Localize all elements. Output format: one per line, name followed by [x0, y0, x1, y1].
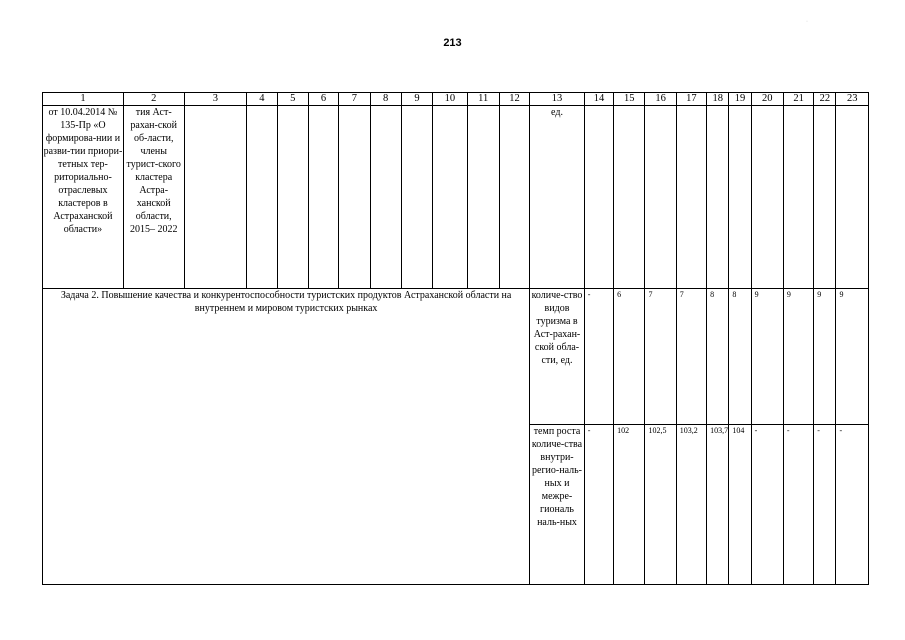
- header-row: [43, 93, 869, 106]
- empty-cell: [676, 106, 706, 289]
- value-cell: 9: [751, 289, 783, 425]
- page-number: 213: [443, 37, 462, 49]
- value-cell: 9: [836, 289, 869, 425]
- header-cell: 17: [676, 93, 706, 106]
- value-cell: 102: [614, 425, 645, 585]
- indicator-name-cell: темп роста количе-ства внутри-регио-наль-ных и межре-гиональ наль-ных: [530, 425, 585, 585]
- header-cell: 9: [401, 93, 432, 106]
- empty-cell: [184, 106, 247, 289]
- empty-cell: [499, 106, 529, 289]
- value-cell: 7: [676, 289, 706, 425]
- indicator-name-cell: количе-ство видов туризма в Аст-рахан-ской обла-сти, ед.: [530, 289, 585, 425]
- table-row: [43, 289, 869, 425]
- header-cell: 15: [614, 93, 645, 106]
- empty-cell: [467, 106, 499, 289]
- header-cell: 16: [645, 93, 676, 106]
- empty-cell: [308, 106, 338, 289]
- header-cell: 6: [308, 93, 338, 106]
- empty-cell: [370, 106, 401, 289]
- empty-cell: [814, 106, 836, 289]
- empty-cell: [751, 106, 783, 289]
- task-title-cell: Задача 2. Повышение качества и конкурентоспособности туристских продуктов Астраханской области на внутреннем и мировом туристских рынках: [43, 289, 530, 585]
- value-cell: -: [584, 289, 613, 425]
- value-cell: 104: [729, 425, 751, 585]
- value-cell: 103,7: [707, 425, 729, 585]
- value-cell: -: [836, 425, 869, 585]
- header-cell: 23: [836, 93, 869, 106]
- header-cell: 21: [783, 93, 813, 106]
- program-table: [42, 92, 869, 585]
- unit-cell: ед.: [530, 106, 585, 289]
- value-cell: 8: [707, 289, 729, 425]
- value-cell: -: [783, 425, 813, 585]
- header-cell: 4: [247, 93, 277, 106]
- empty-cell: [401, 106, 432, 289]
- header-cell: 2: [123, 93, 184, 106]
- header-cell: 8: [370, 93, 401, 106]
- header-cell: 10: [433, 93, 467, 106]
- value-cell: 8: [729, 289, 751, 425]
- empty-cell: [339, 106, 370, 289]
- value-cell: 103,2: [676, 425, 706, 585]
- header-cell: 22: [814, 93, 836, 106]
- empty-cell: [277, 106, 308, 289]
- value-cell: -: [814, 425, 836, 585]
- value-cell: -: [584, 425, 613, 585]
- value-cell: 6: [614, 289, 645, 425]
- document-reference-cell: от 10.04.2014 № 135-Пр «О формирова-нии и разви-тии приори-тетных тер-риториально-отраслевых кластеров в Астраханской области»: [43, 106, 124, 289]
- empty-cell: [614, 106, 645, 289]
- scan-mark: ·: [806, 19, 808, 25]
- empty-cell: [247, 106, 277, 289]
- header-cell: 1: [43, 93, 124, 106]
- value-cell: 102,5: [645, 425, 676, 585]
- table-row: [43, 106, 869, 289]
- header-cell: 14: [584, 93, 613, 106]
- value-cell: -: [751, 425, 783, 585]
- header-cell: 19: [729, 93, 751, 106]
- empty-cell: [729, 106, 751, 289]
- value-cell: 9: [783, 289, 813, 425]
- value-cell: 7: [645, 289, 676, 425]
- empty-cell: [433, 106, 467, 289]
- empty-cell: [783, 106, 813, 289]
- header-cell: 3: [184, 93, 247, 106]
- header-cell: 11: [467, 93, 499, 106]
- empty-cell: [707, 106, 729, 289]
- header-cell: 13: [530, 93, 585, 106]
- participants-cell: тия Аст-рахан-ской об-ласти, члены турист-ского кластера Астра-ханской области, 2015– 2022: [123, 106, 184, 289]
- header-cell: 18: [707, 93, 729, 106]
- header-cell: 12: [499, 93, 529, 106]
- empty-cell: [584, 106, 613, 289]
- empty-cell: [645, 106, 676, 289]
- header-cell: 7: [339, 93, 370, 106]
- value-cell: 9: [814, 289, 836, 425]
- header-cell: 5: [277, 93, 308, 106]
- empty-cell: [836, 106, 869, 289]
- header-cell: 20: [751, 93, 783, 106]
